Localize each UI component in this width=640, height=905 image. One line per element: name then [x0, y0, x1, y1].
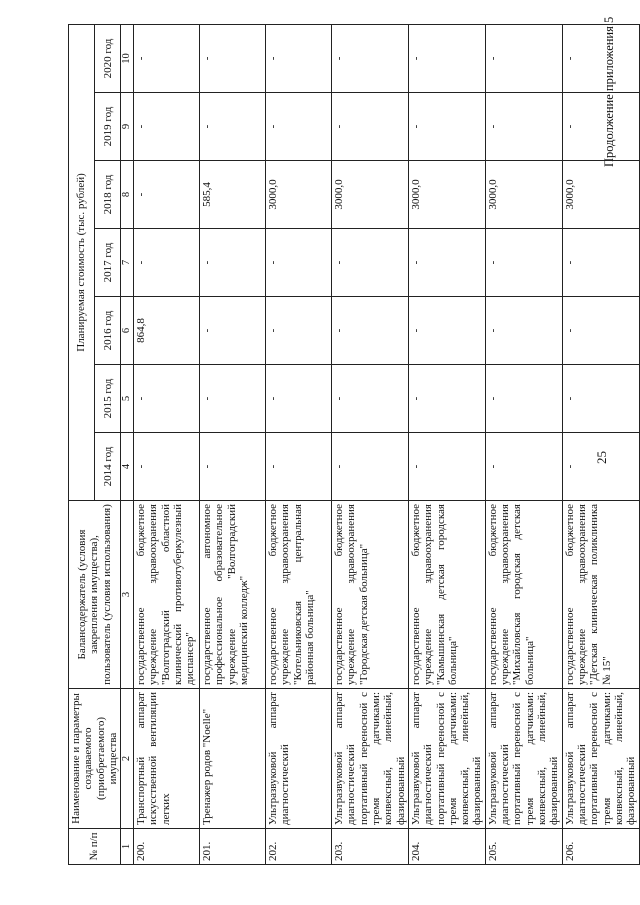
value-cell: - [134, 93, 200, 161]
value-cell: - [408, 297, 485, 365]
balance-holder: государственное бюджетное учреждение здравоохранения "Волгоградский областной клинический противотуберкулезный диспансер" [134, 501, 200, 689]
value-cell: - [332, 433, 409, 501]
item-name: Ультразвуковой аппарат диагностический портативный переносной с тремя датчиками: конвексный, линейный, фазированный [485, 689, 562, 829]
header-holder: Балансодержатель (условия закрепления имущества), пользователь (условия использования) [69, 501, 121, 689]
row-number: 201. [200, 829, 266, 865]
value-cell: 3000,0 [562, 161, 639, 229]
value-cell: - [134, 229, 200, 297]
column-number: 9 [121, 93, 134, 161]
value-cell: - [266, 433, 332, 501]
value-cell: - [408, 229, 485, 297]
balance-holder: государственное бюджетное учреждение здравоохранения "Михайловская городская детская больница" [485, 501, 562, 689]
header-year: 2017 год [95, 229, 121, 297]
value-cell: - [408, 24, 485, 92]
column-number: 5 [121, 365, 134, 433]
value-cell: - [332, 365, 409, 433]
value-cell: 3000,0 [332, 161, 409, 229]
value-cell: 3000,0 [485, 161, 562, 229]
row-number: 202. [266, 829, 332, 865]
value-cell: - [200, 229, 266, 297]
value-cell: - [485, 297, 562, 365]
column-number: 8 [121, 161, 134, 229]
value-cell: - [408, 365, 485, 433]
item-name: Ультразвуковой аппарат диагностический портативный переносной с тремя датчиками: конвексный, линейный, фазированный [562, 689, 639, 829]
column-number: 4 [121, 433, 134, 501]
row-number: 204. [408, 829, 485, 865]
header-year: 2019 год [95, 93, 121, 161]
item-name: Ультразвуковой аппарат диагностический [266, 689, 332, 829]
value-cell: - [485, 24, 562, 92]
value-cell: - [266, 93, 332, 161]
value-cell: - [200, 365, 266, 433]
value-cell: 3000,0 [266, 161, 332, 229]
item-name: Ультразвуковой аппарат диагностический портативный переносной с тремя датчиками: конвексный, линейный, фазированный [332, 689, 409, 829]
value-cell: 864,8 [134, 297, 200, 365]
row-number: 205. [485, 829, 562, 865]
value-cell: - [134, 433, 200, 501]
row-number: 200. [134, 829, 200, 865]
continuation-note: Продолжение приложения 5 [602, 16, 616, 167]
value-cell: 3000,0 [408, 161, 485, 229]
value-cell: - [562, 297, 639, 365]
value-cell: - [332, 297, 409, 365]
table-row [562, 24, 639, 864]
value-cell: - [562, 365, 639, 433]
property-table [68, 24, 640, 865]
value-cell: - [266, 24, 332, 92]
column-number: 6 [121, 297, 134, 365]
value-cell: - [562, 229, 639, 297]
header-year: 2018 год [95, 161, 121, 229]
page-number: 25 [594, 451, 609, 464]
value-cell: 585,4 [200, 161, 266, 229]
table-row [408, 24, 485, 864]
value-cell: - [134, 365, 200, 433]
balance-holder: государственное бюджетное учреждение здравоохранения "Городская детская больница" [332, 501, 409, 689]
header-year: 2016 год [95, 297, 121, 365]
column-number: 1 [121, 829, 134, 865]
value-cell: - [266, 365, 332, 433]
value-cell: - [332, 229, 409, 297]
header-year: 2014 год [95, 433, 121, 501]
value-cell: - [332, 24, 409, 92]
item-name: Транспортный аппарат искусственной вентиляции легких [134, 689, 200, 829]
value-cell: - [485, 229, 562, 297]
value-cell: - [200, 297, 266, 365]
column-number: 3 [121, 501, 134, 689]
value-cell: - [485, 93, 562, 161]
value-cell: - [200, 433, 266, 501]
balance-holder: государственное бюджетное учреждение здравоохранения "Котельниковская центральная районная больница" [266, 501, 332, 689]
balance-holder: государственное бюджетное учреждение здравоохранения "Детская клиническая поликлиника № 15" [562, 501, 639, 689]
value-cell: - [266, 297, 332, 365]
table-row [200, 24, 266, 864]
table-row [266, 24, 332, 864]
value-cell: - [200, 93, 266, 161]
value-cell: - [332, 93, 409, 161]
item-name: Тренажер родов "Noelle" [200, 689, 266, 829]
column-number: 2 [121, 689, 134, 829]
value-cell: - [266, 229, 332, 297]
value-cell: - [134, 161, 200, 229]
table-row [134, 24, 200, 864]
row-number: 206. [562, 829, 639, 865]
value-cell: - [562, 93, 639, 161]
value-cell: - [408, 433, 485, 501]
value-cell: - [562, 433, 639, 501]
value-cell: - [408, 93, 485, 161]
header-year: 2015 год [95, 365, 121, 433]
balance-holder: государственное бюджетное учреждение здравоохранения "Камышинская детская городская больница" [408, 501, 485, 689]
column-number: 10 [121, 24, 134, 92]
header-name: Наименование и параметры создаваемого (приобретаемого) имущества [69, 689, 121, 829]
header-planned-cost: Планируемая стоимость (тыс. рублей) [69, 24, 95, 500]
item-name: Ультразвуковой аппарат диагностический портативный переносной с тремя датчиками: конвексный, линейный, фазированный [408, 689, 485, 829]
header-no: № п/п [69, 829, 121, 865]
value-cell: - [134, 24, 200, 92]
value-cell: - [485, 433, 562, 501]
table-row [485, 24, 562, 864]
balance-holder: государственное автономное профессиональное образовательное учреждение "Волгоградский медицинский колледж" [200, 501, 266, 689]
value-cell: - [562, 24, 639, 92]
row-number: 203. [332, 829, 409, 865]
header-year: 2020 год [95, 24, 121, 92]
value-cell: - [200, 24, 266, 92]
table-row [332, 24, 409, 864]
value-cell: - [485, 365, 562, 433]
column-number: 7 [121, 229, 134, 297]
